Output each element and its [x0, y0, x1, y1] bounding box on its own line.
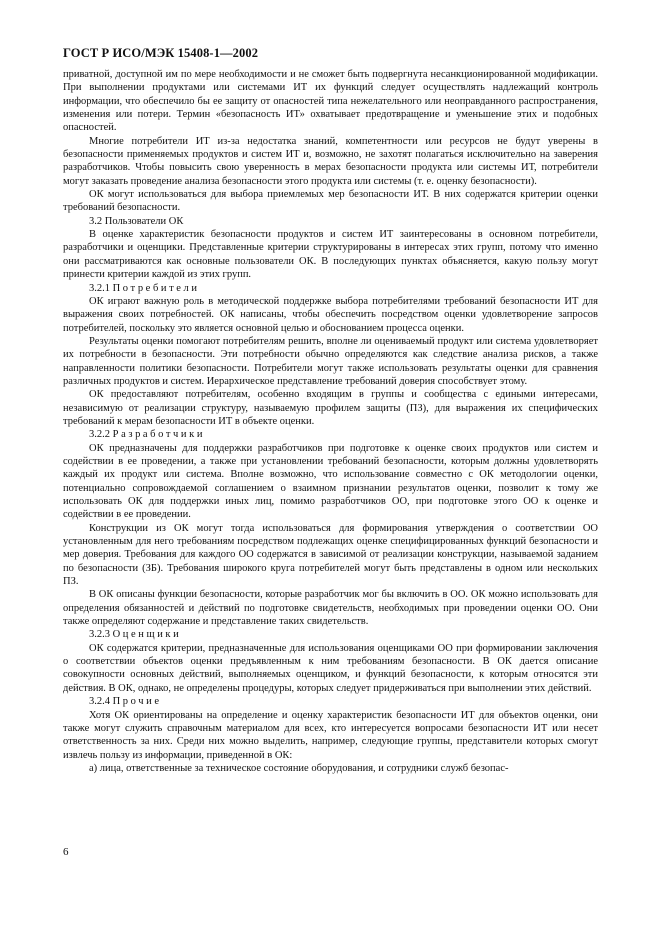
document-header: ГОСТ Р ИСО/МЭК 15408-1—2002 [63, 46, 259, 60]
paragraph: Многие потребители ИТ из-за недостатка знаний, компетентности или ресурсов не будут уверены в безопасности применяемых продуктов и систем ИТ и, возможно, не захотят полагаться исключительно на заверения разработчиков. Чтобы повысить свою уверенность в мерах безопасности продукта или системы ИТ, потребители могут заказать проведение анализа безопасности этого продукта или системы (т. е. оценку безопасности). [63, 135, 598, 187]
section-number: 3.2.3 [89, 629, 110, 641]
paragraph: приватной, доступной им по мере необходимости и не сможет быть подвергнута несанкционированной модификации. При выполнении продуктами или системами ИТ их функций следует осуществлять надлежащий контроль информации, что обеспечило бы ее защиту от опасностей типа нежелательного или неоправданного распространения, изменения или потери. Термин «безопасность ИТ» охватывает предотвращение и уменьшение этих и подобных опасностей. [63, 69, 598, 134]
section-number: 3.2.2 [89, 429, 110, 441]
section-heading-3-2-2 [63, 428, 598, 441]
section-heading-3-2-4 [63, 695, 598, 708]
list-item: а) лица, ответственные за техническое состояние оборудования, и сотрудники служб безопас- [89, 762, 509, 774]
section-heading-3-2-1 [63, 282, 598, 295]
paragraph: Результаты оценки помогают потребителям решить, вполне ли оцениваемый продукт или система удовлетворяет их потребности в безопасности. Эти потребности обычно определяются как следствие анализа рисков, а также направленности политики безопасности. Потребители могут также использовать результаты оценки для сравнения различных продуктов и систем. Иерархическое представление требований доверия способствует этому. [63, 335, 598, 387]
paragraph: ОК играют важную роль в методической поддержке выбора потребителями требований безопасности ИТ для выражения своих потребностей. ОК написаны, чтобы обеспечить посредством оценки удовлетворение запросов потребителей, поскольку это является основной целью и обоснованием процесса оценки. [63, 295, 598, 334]
paragraph: ОК предоставляют потребителям, особенно входящим в группы и сообщества с едиными интересами, независимую от реализации структуру, называемую профилем защиты (ПЗ), для выражения их специфических требований к мерам безопасности ИТ в объекте оценки. [63, 389, 598, 427]
document-body [63, 68, 598, 775]
section-heading-3-2: 3.2 Пользователи ОК [89, 215, 184, 227]
paragraph: В оценке характеристик безопасности продуктов и систем ИТ заинтересованы в основном потребители, разработчики и оценщики. Представленные критерии структурированы в интересах этих групп, потому что именно они рассматриваются как основные пользователи ОК. В последующих пунктах объясняется, какую пользу могут принести критерии каждой из этих групп. [63, 229, 598, 281]
section-heading-3-2-3 [63, 628, 598, 641]
section-title: Прочие [112, 696, 162, 708]
paragraph: Конструкции из ОК могут тогда использоваться для формирования утверждения о соответствии ОО установленным для него требованиям посредством подлежащих оценке специфицированных функций безопасности и мер доверия. Требования для каждого ОО содержатся в зависимой от реализации конструкции, называемой заданием по безопасности (ЗБ). Требования широкого круга потребителей могут быть представлены в одном или нескольких ПЗ. [63, 522, 598, 588]
section-title: Потребители [112, 282, 200, 294]
paragraph: ОК предназначены для поддержки разработчиков при подготовке к оценке своих продуктов или систем и содействии в ее проведении, а также при установлении требований безопасности, которым должны удовлетворять каждый их продукт или система. Вполне возможно, что использование совместно с ОК методологии оценки, потенциально сопровождаемой соглашением о взаимном признании результатов оценки, позволит к тому же использовать ОК для поддержки иных лиц, помимо разработчиков ОО, при подготовке этого ОО к оценке и содействии в ее проведении. [63, 442, 598, 521]
section-title: Разработчики [112, 429, 206, 441]
paragraph: ОК содержатся критерии, предназначенные для использования оценщиками ОО при формировании заключения о соответствии объектов оценки предъявленным к ним требованиям безопасности. В ОК дается описание совокупности основных действий, выполняемых оценщиком, и функций безопасности, к которым относятся эти действия. В ОК, однако, не определены процедуры, которых следует придерживаться при выполнении этих действий. [63, 642, 598, 694]
section-title: Оценщики [112, 629, 182, 641]
paragraph: ОК могут использоваться для выбора приемлемых мер безопасности ИТ. В них содержатся критерии оценки требований безопасности. [63, 189, 598, 214]
paragraph: Хотя ОК ориентированы на определение и оценку характеристик безопасности ИТ для объектов оценки, они также могут служить справочным материалом для всех, кто интересуется вопросами безопасности ИТ или несет ответственность за них. Среди них можно выделить, например, следующие группы, представители которых смогут извлечь пользу из информации, приведенной в ОК: [63, 709, 598, 761]
section-number: 3.2.4 [89, 696, 110, 708]
page-number: 6 [63, 846, 69, 858]
section-number: 3.2.1 [89, 282, 110, 294]
paragraph: В ОК описаны функции безопасности, которые разработчик мог бы включить в ОО. ОК можно использовать для определения обязанностей и действий по подготовке свидетельств, необходимых при проведении оценки ОО. Они также определяют содержание и представление таких свидетельств. [63, 589, 598, 628]
